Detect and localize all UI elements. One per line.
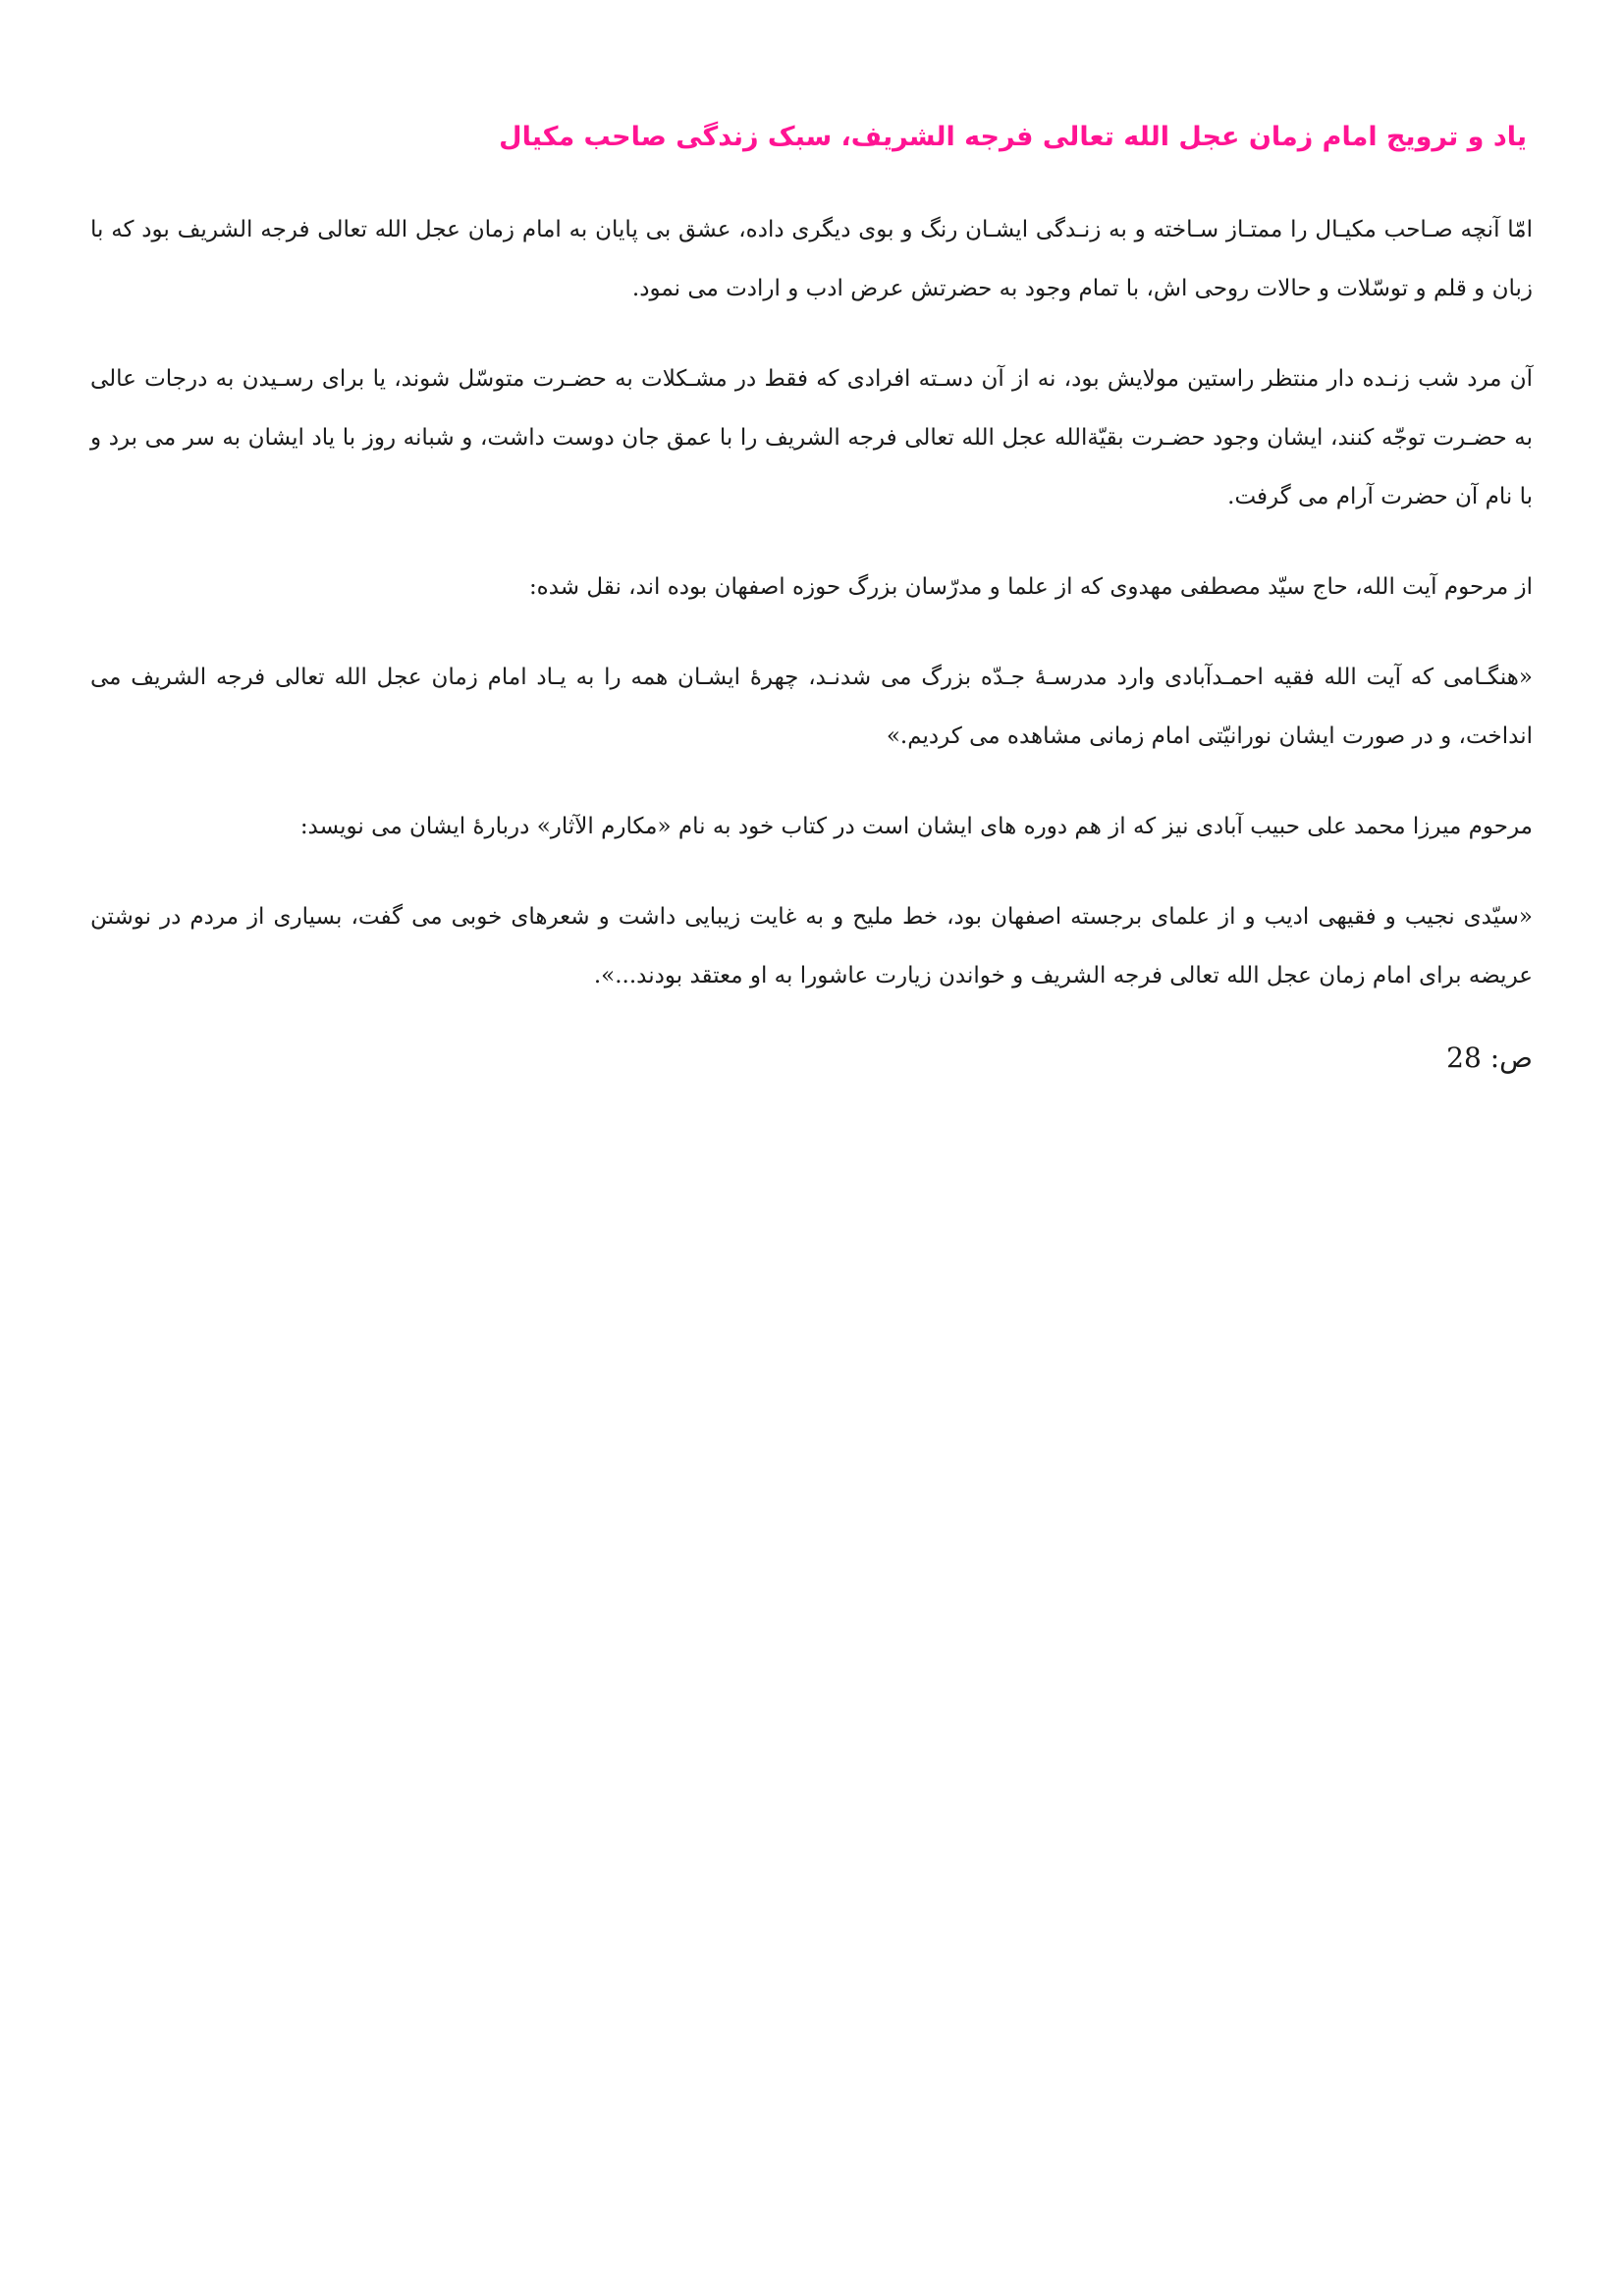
document-body	[90, 116, 1533, 1080]
page-number: ص: 28	[1446, 1041, 1533, 1074]
paragraph-2: آن مرد شب زنـده دار منتظر راستین مولایش بود، نه از آن دسـته افرادی که فقط در مشـکلات به حضـرت متوسّل شوند، یا برای رسـیدن به درجات عالی به حضـرت توجّه کنند، ایشان وجود حضـرت بقیّةالله عجل الله تعالی فرجه الشریف را با عمق جان دوست داشت، و شبانه روز با یاد ایشان به سر می برد و با نام آن حضرت آرام می گرفت.	[90, 366, 1533, 509]
paragraph-5: مرحوم میرزا محمد علی حبیب آبادی نیز که از هم دوره های ایشان است در کتاب خود به نام «مکارم الآثار» دربارهٔ ایشان می نویسد:	[299, 814, 1533, 839]
paragraph-1: امّا آنچه صـاحب مکیـال را ممتـاز سـاخته و به زنـدگی ایشـان رنگ و بوی دیگری داده، عشق بی پایان به امام زمان عجل الله تعالی فرجه الشریف بود که با زبان و قلم و توسّلات و حالات روحی اش، با تمام وجود به حضرتش عرض ادب و ارادت می نمود.	[90, 217, 1533, 301]
paragraph-6-quote: «سیّدی نجیب و فقیهی ادیب و از علمای برجسته اصفهان بود، خط ملیح و به غایت زیبایی داشت و شعرهای خوبی می گفت، بسیاری از مردم در نوشتن عریضه برای امام زمان عجل الله تعالی فرجه الشریف و خواندن زیارت عاشورا به او معتقد بودند...».	[90, 904, 1533, 988]
paragraph-4-quote: «هنگـامی که آیت الله فقیه احمـدآبادی وارد مدرسـهٔ جـدّه بزرگ می شدنـد، چهرهٔ ایشـان همه را به یـاد امام زمان عجل الله تعالی فرجه الشریف می انداخت، و در صورت ایشان نورانیّتی امام زمانی مشاهده می کردیم.»	[90, 665, 1533, 749]
paragraph-3: از مرحوم آیت الله، حاج سیّد مصطفی مهدوی که از علما و مدرّسان بزرگ حوزه اصفهان بوده اند، نقل شده:	[528, 574, 1533, 600]
section-title: یاد و ترویج امام زمان عجل الله تعالی فرجه الشریف، سبک زندگی صاحب مکیال	[499, 122, 1527, 152]
